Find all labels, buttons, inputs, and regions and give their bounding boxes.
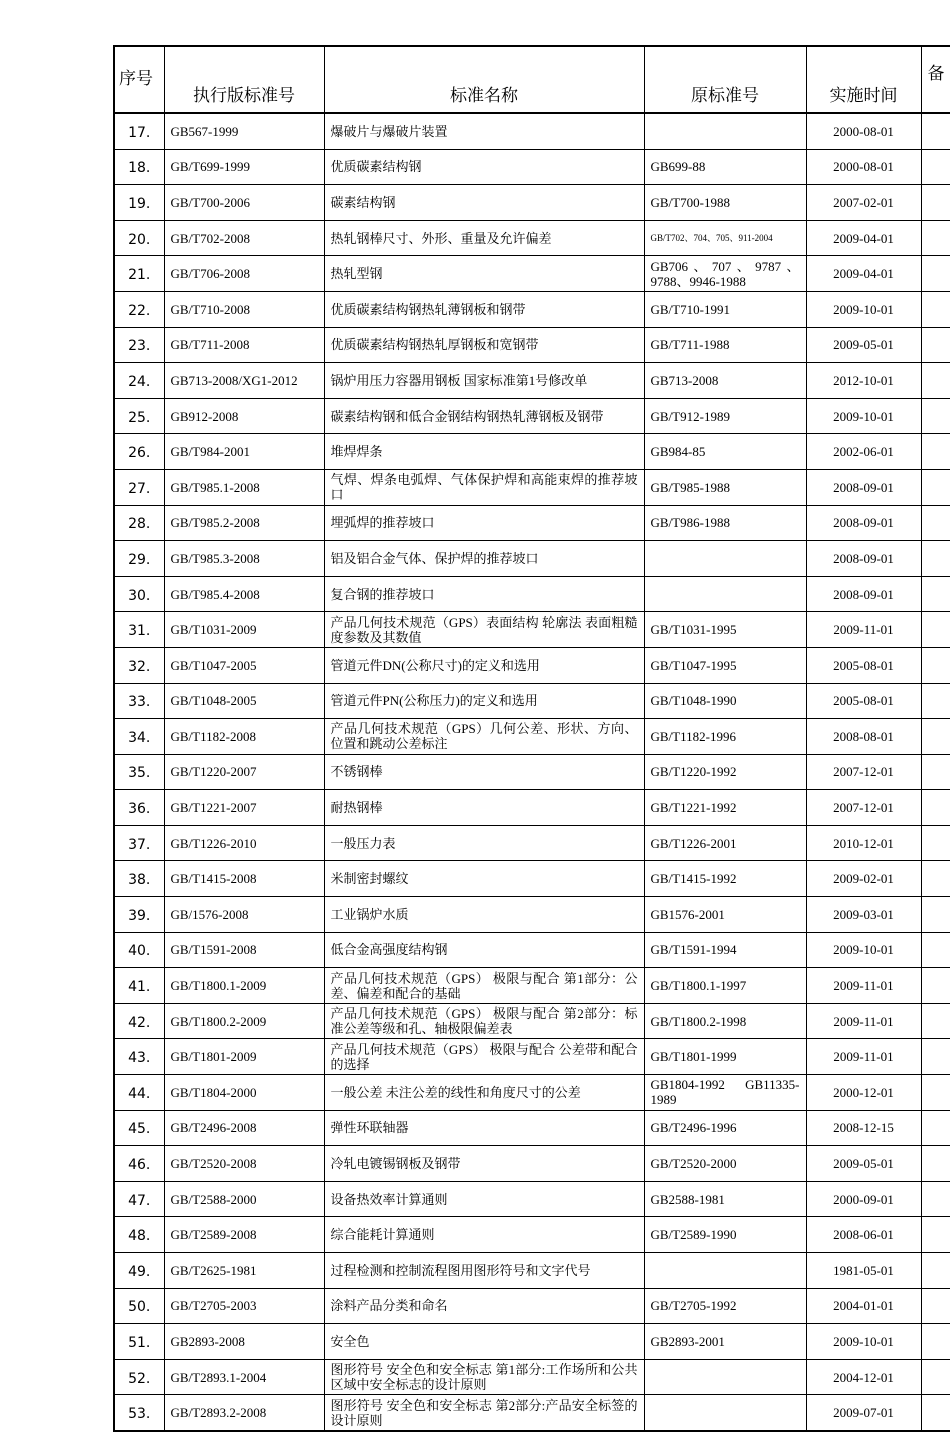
standard-code: GB/1576-2008	[164, 897, 324, 933]
original-standard: GB/T711-1988	[644, 327, 806, 363]
table-row	[114, 1039, 950, 1075]
effective-date: 2009-11-01	[806, 612, 921, 648]
row-number: 26.	[114, 434, 164, 470]
standard-name: 一般公差 未注公差的线性和角度尺寸的公差	[324, 1075, 644, 1111]
row-number: 33.	[114, 683, 164, 719]
row-number: 53.	[114, 1395, 164, 1431]
row-number: 46.	[114, 1146, 164, 1182]
table-row	[114, 291, 950, 327]
remark-cell	[921, 434, 950, 470]
standard-code: GB/T706-2008	[164, 256, 324, 292]
effective-date: 2000-09-01	[806, 1181, 921, 1217]
row-number: 38.	[114, 861, 164, 897]
standard-name: 产品几何技术规范（GPS） 极限与配合 公差带和配合的选择	[324, 1039, 644, 1075]
standard-name: 锅炉用压力容器用钢板 国家标准第1号修改单	[324, 363, 644, 399]
standard-name: 米制密封螺纹	[324, 861, 644, 897]
row-number: 39.	[114, 897, 164, 933]
standard-name: 产品几何技术规范（GPS）表面结构 轮廓法 表面粗糙度参数及其数值	[324, 612, 644, 648]
standard-name: 碳素结构钢	[324, 185, 644, 221]
table-row	[114, 861, 950, 897]
original-standard: GB/T2496-1996	[644, 1110, 806, 1146]
table-row	[114, 113, 950, 149]
effective-date: 2008-09-01	[806, 576, 921, 612]
table-row	[114, 505, 950, 541]
effective-date: 2009-11-01	[806, 1039, 921, 1075]
standard-code: GB/T1221-2007	[164, 790, 324, 826]
standard-name: 一般压力表	[324, 825, 644, 861]
effective-date: 2009-11-01	[806, 968, 921, 1004]
header-row	[114, 46, 950, 113]
standard-code: GB/T1800.2-2009	[164, 1003, 324, 1039]
effective-date: 1981-05-01	[806, 1253, 921, 1289]
remark-cell	[921, 541, 950, 577]
standard-name: 复合钢的推荐坡口	[324, 576, 644, 612]
standard-code: GB/T2625-1981	[164, 1253, 324, 1289]
row-number: 50.	[114, 1288, 164, 1324]
row-number: 52.	[114, 1359, 164, 1395]
standard-code: GB/T985.3-2008	[164, 541, 324, 577]
effective-date: 2002-06-01	[806, 434, 921, 470]
remark-cell	[921, 683, 950, 719]
row-number: 36.	[114, 790, 164, 826]
remark-cell	[921, 719, 950, 755]
original-standard: GB/T1031-1995	[644, 612, 806, 648]
standards-sheet	[113, 45, 950, 1432]
original-standard: GB/T985-1988	[644, 469, 806, 505]
row-number: 25.	[114, 398, 164, 434]
effective-date: 2005-08-01	[806, 647, 921, 683]
table-row	[114, 968, 950, 1004]
standard-code: GB567-1999	[164, 113, 324, 149]
standard-code: GB/T2496-2008	[164, 1110, 324, 1146]
standard-code: GB/T1591-2008	[164, 932, 324, 968]
remark-cell	[921, 1253, 950, 1289]
standard-name: 低合金高强度结构钢	[324, 932, 644, 968]
remark-cell	[921, 932, 950, 968]
effective-date: 2009-05-01	[806, 1146, 921, 1182]
original-standard: GB/T1226-2001	[644, 825, 806, 861]
header-date: 实施时间	[806, 46, 921, 113]
row-number: 27.	[114, 469, 164, 505]
row-number: 17.	[114, 113, 164, 149]
original-standard: GB/T2705-1992	[644, 1288, 806, 1324]
original-standard: GB/T702、704、705、911-2004	[644, 220, 806, 256]
remark-cell	[921, 291, 950, 327]
remark-cell	[921, 861, 950, 897]
effective-date: 2009-07-01	[806, 1395, 921, 1431]
table-row	[114, 647, 950, 683]
row-number: 18.	[114, 149, 164, 185]
row-number: 47.	[114, 1181, 164, 1217]
standard-name: 设备热效率计算通则	[324, 1181, 644, 1217]
table-row	[114, 185, 950, 221]
table-row	[114, 754, 950, 790]
effective-date: 2009-04-01	[806, 220, 921, 256]
original-standard	[644, 1359, 806, 1395]
original-standard	[644, 1395, 806, 1431]
row-number: 41.	[114, 968, 164, 1004]
effective-date: 2010-12-01	[806, 825, 921, 861]
remark-cell	[921, 398, 950, 434]
standard-code: GB/T1048-2005	[164, 683, 324, 719]
header-remark: 备	[921, 46, 950, 113]
row-number: 48.	[114, 1217, 164, 1253]
effective-date: 2008-09-01	[806, 541, 921, 577]
effective-date: 2009-10-01	[806, 398, 921, 434]
standard-name: 气焊、焊条电弧焊、气体保护焊和高能束焊的推荐坡口	[324, 469, 644, 505]
standard-code: GB/T2520-2008	[164, 1146, 324, 1182]
remark-cell	[921, 1395, 950, 1431]
header-code: 执行版标准号	[164, 46, 324, 113]
original-standard: GB/T700-1988	[644, 185, 806, 221]
original-standard: GB/T1415-1992	[644, 861, 806, 897]
table-row	[114, 1359, 950, 1395]
effective-date: 2005-08-01	[806, 683, 921, 719]
effective-date: 2000-08-01	[806, 149, 921, 185]
original-standard: GB/T1182-1996	[644, 719, 806, 755]
standard-code: GB/T2705-2003	[164, 1288, 324, 1324]
standard-name: 爆破片与爆破片装置	[324, 113, 644, 149]
remark-cell	[921, 1110, 950, 1146]
original-standard: GB706、707、9787、9788、9946-1988	[644, 256, 806, 292]
remark-cell	[921, 149, 950, 185]
table-row	[114, 398, 950, 434]
remark-cell	[921, 1146, 950, 1182]
standard-code: GB/T710-2008	[164, 291, 324, 327]
original-standard: GB1576-2001	[644, 897, 806, 933]
standard-name: 图形符号 安全色和安全标志 第2部分:产品安全标签的设计原则	[324, 1395, 644, 1431]
standard-name: 管道元件PN(公称压力)的定义和选用	[324, 683, 644, 719]
effective-date: 2004-12-01	[806, 1359, 921, 1395]
standard-name: 管道元件DN(公称尺寸)的定义和选用	[324, 647, 644, 683]
remark-cell	[921, 612, 950, 648]
standard-code: GB912-2008	[164, 398, 324, 434]
row-number: 42.	[114, 1003, 164, 1039]
standard-code: GB/T985.1-2008	[164, 469, 324, 505]
standard-name: 过程检测和控制流程图用图形符号和文字代号	[324, 1253, 644, 1289]
table-row	[114, 932, 950, 968]
original-standard: GB2893-2001	[644, 1324, 806, 1360]
standard-name: 耐热钢棒	[324, 790, 644, 826]
standard-name: 优质碳素结构钢	[324, 149, 644, 185]
table-row	[114, 897, 950, 933]
row-number: 43.	[114, 1039, 164, 1075]
standard-name: 工业锅炉水质	[324, 897, 644, 933]
effective-date: 2009-10-01	[806, 1324, 921, 1360]
standard-code: GB/T1226-2010	[164, 825, 324, 861]
standard-code: GB/T2893.2-2008	[164, 1395, 324, 1431]
row-number: 31.	[114, 612, 164, 648]
effective-date: 2008-12-15	[806, 1110, 921, 1146]
row-number: 22.	[114, 291, 164, 327]
standard-name: 埋弧焊的推荐坡口	[324, 505, 644, 541]
effective-date: 2009-03-01	[806, 897, 921, 933]
remark-cell	[921, 647, 950, 683]
row-number: 20.	[114, 220, 164, 256]
row-number: 28.	[114, 505, 164, 541]
remark-cell	[921, 1075, 950, 1111]
table-row	[114, 1003, 950, 1039]
standard-code: GB/T699-1999	[164, 149, 324, 185]
remark-cell	[921, 1359, 950, 1395]
remark-cell	[921, 576, 950, 612]
table-row	[114, 683, 950, 719]
standard-code: GB/T985.2-2008	[164, 505, 324, 541]
remark-cell	[921, 113, 950, 149]
standard-code: GB/T1415-2008	[164, 861, 324, 897]
remark-cell	[921, 185, 950, 221]
standard-name: 产品几何技术规范（GPS）几何公差、形状、方向、位置和跳动公差标注	[324, 719, 644, 755]
standard-name: 热轧型钢	[324, 256, 644, 292]
row-number: 37.	[114, 825, 164, 861]
remark-cell	[921, 790, 950, 826]
header-no: 序号	[114, 46, 164, 113]
table-row	[114, 1217, 950, 1253]
row-number: 34.	[114, 719, 164, 755]
effective-date: 2009-04-01	[806, 256, 921, 292]
table-row	[114, 790, 950, 826]
effective-date: 2008-09-01	[806, 469, 921, 505]
table-row	[114, 541, 950, 577]
standard-name: 涂料产品分类和命名	[324, 1288, 644, 1324]
table-row	[114, 256, 950, 292]
row-number: 35.	[114, 754, 164, 790]
standard-name: 优质碳素结构钢热轧厚钢板和宽钢带	[324, 327, 644, 363]
standard-name: 弹性环联轴器	[324, 1110, 644, 1146]
remark-cell	[921, 1039, 950, 1075]
standard-name: 不锈钢棒	[324, 754, 644, 790]
standard-name: 堆焊焊条	[324, 434, 644, 470]
row-number: 44.	[114, 1075, 164, 1111]
original-standard: GB/T1591-1994	[644, 932, 806, 968]
original-standard	[644, 576, 806, 612]
standard-name: 冷轧电镀锡钢板及钢带	[324, 1146, 644, 1182]
table-row	[114, 1324, 950, 1360]
table-row	[114, 327, 950, 363]
effective-date: 2009-05-01	[806, 327, 921, 363]
remark-cell	[921, 256, 950, 292]
table-row	[114, 1253, 950, 1289]
standard-code: GB2893-2008	[164, 1324, 324, 1360]
effective-date: 2000-08-01	[806, 113, 921, 149]
original-standard: GB699-88	[644, 149, 806, 185]
remark-cell	[921, 220, 950, 256]
remark-cell	[921, 505, 950, 541]
remark-cell	[921, 1288, 950, 1324]
table-row	[114, 1288, 950, 1324]
original-standard: GB/T986-1988	[644, 505, 806, 541]
standard-name: 安全色	[324, 1324, 644, 1360]
standard-code: GB/T1804-2000	[164, 1075, 324, 1111]
table-row	[114, 434, 950, 470]
effective-date: 2008-06-01	[806, 1217, 921, 1253]
standard-code: GB/T1031-2009	[164, 612, 324, 648]
effective-date: 2004-01-01	[806, 1288, 921, 1324]
row-number: 30.	[114, 576, 164, 612]
original-standard: GB/T1800.1-1997	[644, 968, 806, 1004]
row-number: 29.	[114, 541, 164, 577]
row-number: 24.	[114, 363, 164, 399]
row-number: 21.	[114, 256, 164, 292]
standard-code: GB/T2589-2008	[164, 1217, 324, 1253]
standard-name: 优质碳素结构钢热轧薄钢板和钢带	[324, 291, 644, 327]
effective-date: 2009-10-01	[806, 291, 921, 327]
header-name: 标准名称	[324, 46, 644, 113]
original-standard: GB2588-1981	[644, 1181, 806, 1217]
effective-date: 2009-11-01	[806, 1003, 921, 1039]
table-row	[114, 1181, 950, 1217]
original-standard: GB1804-1992 GB11335-1989	[644, 1075, 806, 1111]
header-original: 原标准号	[644, 46, 806, 113]
remark-cell	[921, 363, 950, 399]
row-number: 40.	[114, 932, 164, 968]
row-number: 51.	[114, 1324, 164, 1360]
table-row	[114, 612, 950, 648]
original-standard: GB/T710-1991	[644, 291, 806, 327]
remark-cell	[921, 1003, 950, 1039]
original-standard: GB/T912-1989	[644, 398, 806, 434]
effective-date: 2007-02-01	[806, 185, 921, 221]
standard-code: GB/T711-2008	[164, 327, 324, 363]
standard-code: GB/T1047-2005	[164, 647, 324, 683]
row-number: 49.	[114, 1253, 164, 1289]
original-standard: GB/T2589-1990	[644, 1217, 806, 1253]
effective-date: 2007-12-01	[806, 790, 921, 826]
table-row	[114, 576, 950, 612]
table-row	[114, 363, 950, 399]
effective-date: 2009-10-01	[806, 932, 921, 968]
effective-date: 2012-10-01	[806, 363, 921, 399]
original-standard: GB/T1800.2-1998	[644, 1003, 806, 1039]
standard-code: GB/T1182-2008	[164, 719, 324, 755]
original-standard: GB/T1801-1999	[644, 1039, 806, 1075]
standard-code: GB/T700-2006	[164, 185, 324, 221]
row-number: 45.	[114, 1110, 164, 1146]
original-standard: GB/T1048-1990	[644, 683, 806, 719]
table-row	[114, 1110, 950, 1146]
remark-cell	[921, 968, 950, 1004]
table-body	[114, 113, 950, 1431]
standard-name: 铝及铝合金气体、保护焊的推荐坡口	[324, 541, 644, 577]
standard-code: GB/T1220-2007	[164, 754, 324, 790]
original-standard	[644, 113, 806, 149]
row-number: 32.	[114, 647, 164, 683]
row-number: 23.	[114, 327, 164, 363]
remark-cell	[921, 469, 950, 505]
standard-name: 热轧钢棒尺寸、外形、重量及允许偏差	[324, 220, 644, 256]
standard-name: 产品几何技术规范（GPS） 极限与配合 第2部分：标准公差等级和孔、轴极限偏差表	[324, 1003, 644, 1039]
table-row	[114, 719, 950, 755]
remark-cell	[921, 327, 950, 363]
table-row	[114, 469, 950, 505]
standard-code: GB713-2008/XG1-2012	[164, 363, 324, 399]
remark-cell	[921, 754, 950, 790]
original-standard: GB/T1220-1992	[644, 754, 806, 790]
effective-date: 2000-12-01	[806, 1075, 921, 1111]
original-standard: GB/T1221-1992	[644, 790, 806, 826]
standards-table	[113, 45, 950, 1432]
standard-name: 碳素结构钢和低合金钢结构钢热轧薄钢板及钢带	[324, 398, 644, 434]
standard-name: 图形符号 安全色和安全标志 第1部分:工作场所和公共区域中安全标志的设计原则	[324, 1359, 644, 1395]
standard-code: GB/T1801-2009	[164, 1039, 324, 1075]
standard-code: GB/T1800.1-2009	[164, 968, 324, 1004]
standard-code: GB/T702-2008	[164, 220, 324, 256]
table-row	[114, 1395, 950, 1431]
remark-cell	[921, 897, 950, 933]
standard-code: GB/T984-2001	[164, 434, 324, 470]
original-standard: GB713-2008	[644, 363, 806, 399]
standard-code: GB/T2893.1-2004	[164, 1359, 324, 1395]
effective-date: 2008-08-01	[806, 719, 921, 755]
table-row	[114, 1146, 950, 1182]
original-standard	[644, 541, 806, 577]
table-row	[114, 825, 950, 861]
standard-name: 产品几何技术规范（GPS） 极限与配合 第1部分：公差、偏差和配合的基础	[324, 968, 644, 1004]
original-standard: GB/T2520-2000	[644, 1146, 806, 1182]
original-standard: GB984-85	[644, 434, 806, 470]
effective-date: 2008-09-01	[806, 505, 921, 541]
table-row	[114, 220, 950, 256]
remark-cell	[921, 825, 950, 861]
table-row	[114, 1075, 950, 1111]
effective-date: 2007-12-01	[806, 754, 921, 790]
remark-cell	[921, 1324, 950, 1360]
remark-cell	[921, 1181, 950, 1217]
standard-code: GB/T985.4-2008	[164, 576, 324, 612]
original-standard	[644, 1253, 806, 1289]
table-row	[114, 149, 950, 185]
standard-code: GB/T2588-2000	[164, 1181, 324, 1217]
row-number: 19.	[114, 185, 164, 221]
remark-cell	[921, 1217, 950, 1253]
standard-name: 综合能耗计算通则	[324, 1217, 644, 1253]
effective-date: 2009-02-01	[806, 861, 921, 897]
original-standard: GB/T1047-1995	[644, 647, 806, 683]
